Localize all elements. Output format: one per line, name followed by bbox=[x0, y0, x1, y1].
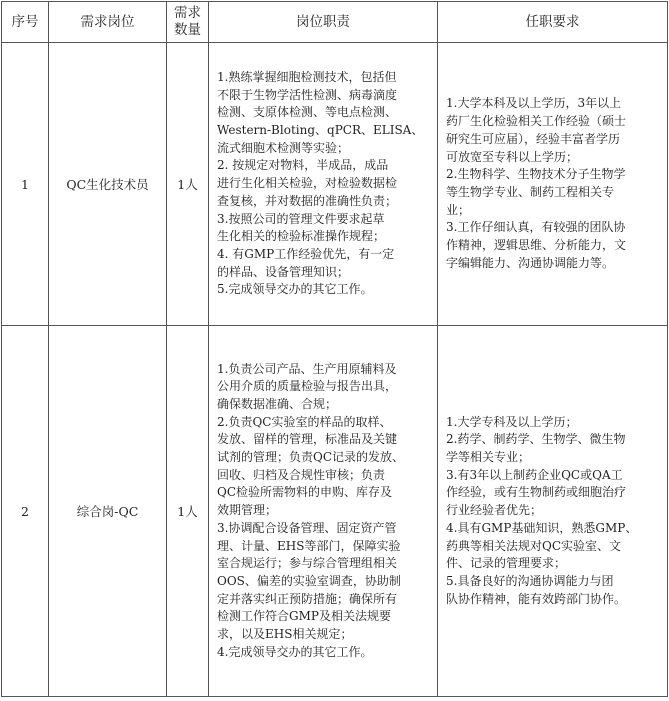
row-no: 2 bbox=[2, 326, 49, 697]
text-line: 3.有3年以上制药企业QC或QA工 bbox=[446, 467, 623, 482]
row-position: QC生化技术员 bbox=[49, 43, 167, 326]
text-line: 2.负责QC实验室的样品的取样、 bbox=[217, 414, 392, 429]
text-line: 等生物学专业、制药工程相关专 bbox=[446, 185, 615, 199]
row-duties bbox=[209, 326, 438, 697]
text-line: 队协作精神，能有效跨部门协作。 bbox=[446, 591, 627, 606]
text-line: 行业经验者优先； bbox=[446, 503, 543, 518]
text-line: 发放、留样的管理，标准品及关键 bbox=[217, 432, 398, 447]
text-line: 定并落实纠正预防措施；确保所有 bbox=[217, 591, 398, 606]
header-duties: 岗位职责 bbox=[209, 2, 438, 43]
text-line: 1.大学专科及以上学历； bbox=[446, 414, 578, 429]
text-line: 药典等相关法规对QC实验室、文 bbox=[446, 538, 622, 553]
row-requirements bbox=[438, 43, 668, 326]
text-line: 生化相关的检验标准操作规程； bbox=[217, 229, 386, 244]
text-line: 确保数据准确、合规； bbox=[217, 396, 338, 411]
text-line: 检测、支原体检测、等电点检测、 bbox=[217, 105, 398, 120]
text-line: 流式细胞术检测等实验； bbox=[217, 140, 350, 155]
text-line: Western-Bloting、qPCR、ELISA、 bbox=[217, 123, 424, 138]
text-line: 求，以及EHS相关规定； bbox=[217, 627, 353, 642]
job-table bbox=[1, 1, 668, 697]
text-line: OOS、偏差的实验室调查，协助制 bbox=[217, 573, 401, 588]
text-line: 件、记录的管理要求； bbox=[446, 556, 567, 571]
text-line: 1.大学本科及以上学历，3年以上 bbox=[446, 96, 622, 111]
header-requirements: 任职要求 bbox=[438, 2, 668, 43]
header-no: 序号 bbox=[2, 2, 49, 43]
text-line: 回收、归档及合规性审核；负责 bbox=[217, 467, 386, 482]
header-row bbox=[2, 2, 668, 43]
table-row bbox=[2, 43, 668, 326]
text-line: 进行生化相关检验，对检验数据检 bbox=[217, 176, 398, 191]
text-line: 3.工作仔细认真，有较强的团队协 bbox=[446, 220, 626, 235]
text-line: 1.负责公司产品、生产用原辅料及 bbox=[217, 361, 397, 376]
text-line: 研究生可应届），经验丰富者学历 bbox=[446, 131, 621, 146]
text-line: 4.具有GMP基础知识，熟悉GMP、 bbox=[446, 520, 638, 535]
text-line: 学等相关专业； bbox=[446, 450, 531, 465]
text-line: 不限于生物学活性检测、病毒滴度 bbox=[217, 87, 398, 102]
text-line: 检测工作符合GMP及相关法规要 bbox=[217, 609, 391, 624]
table-row bbox=[2, 326, 668, 697]
row-count: 1人 bbox=[167, 326, 209, 697]
row-position: 综合岗-QC bbox=[49, 326, 167, 697]
text-line: QC检验所需物料的申购、库存及 bbox=[217, 485, 393, 500]
text-line: 2.药学、制药学、生物学、微生物 bbox=[446, 432, 626, 447]
header-count: 需求 数量 bbox=[167, 2, 209, 43]
text-line: 2.生物科学、生物技术分子生物学 bbox=[446, 167, 626, 182]
text-line: 药厂生化检验相关工作经验（硕士 bbox=[446, 114, 627, 129]
text-line: 作精神，逻辑思维、分析能力，文 bbox=[446, 238, 627, 253]
text-line: 1.熟练掌握细胞检测技术，包括但 bbox=[217, 69, 397, 84]
text-line: 效期管理； bbox=[217, 503, 278, 518]
row-duties bbox=[209, 43, 438, 326]
text-line: 4.完成领导交办的其它工作。 bbox=[217, 644, 373, 659]
row-requirements bbox=[438, 326, 668, 697]
text-line: 作经验，或有生物制药或细胞治疗 bbox=[446, 485, 627, 500]
text-line: 3.按照公司的管理文件要求起草 bbox=[217, 211, 385, 226]
row-no: 1 bbox=[2, 43, 49, 326]
text-line: 的样品、设备管理知识； bbox=[217, 264, 350, 279]
text-line: 查复核，并对数据的准确性负责； bbox=[217, 193, 398, 208]
text-line: 理、计量、EHS等部门，保障实验 bbox=[217, 538, 401, 553]
text-line: 4. 有GMP工作经验优先，有一定 bbox=[217, 246, 395, 261]
text-line: 5.具备良好的沟通协调能力与团 bbox=[446, 573, 614, 588]
text-line: 字编辑能力、沟通协调能力等。 bbox=[446, 255, 615, 270]
text-line: 业； bbox=[446, 202, 471, 217]
text-line: 2. 按规定对物料，半成品，成品 bbox=[217, 158, 389, 173]
text-line: 可放宽至专科以上学历； bbox=[446, 149, 579, 164]
text-line: 3.协调配合设备管理、固定资产管 bbox=[217, 520, 397, 535]
header-position: 需求岗位 bbox=[49, 2, 167, 43]
text-line: 公用介质的质量检验与报告出具， bbox=[217, 379, 398, 394]
text-line: 试剂的管理；负责QC记录的发放、 bbox=[217, 450, 405, 465]
text-line: 5.完成领导交办的其它工作。 bbox=[217, 282, 373, 297]
row-count: 1人 bbox=[167, 43, 209, 326]
text-line: 室合规运行；参与综合管理组相关 bbox=[217, 556, 398, 571]
